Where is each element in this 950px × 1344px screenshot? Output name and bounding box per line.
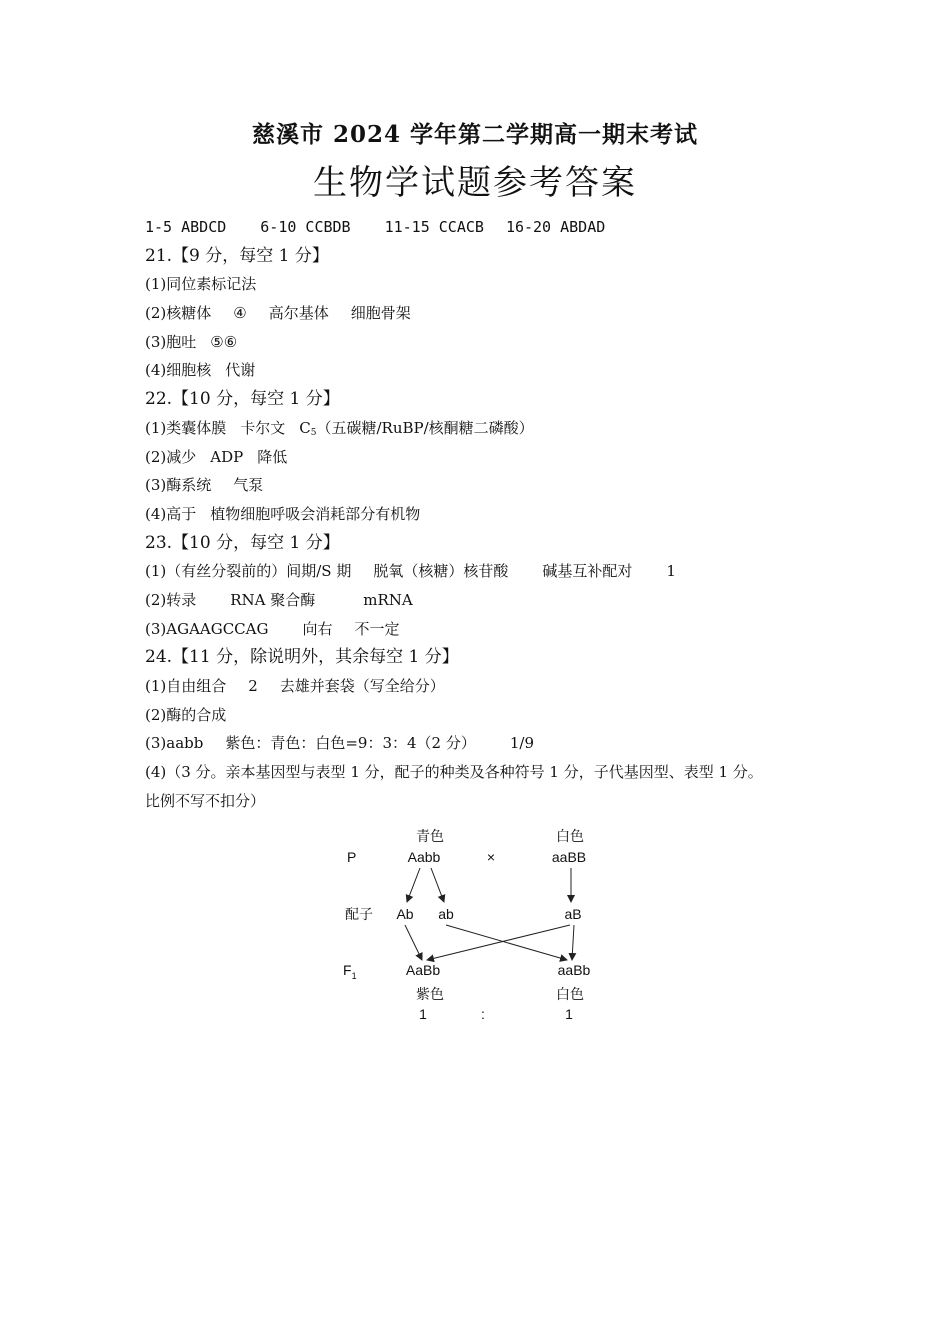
gamete-ab-mixed: aB <box>564 906 582 922</box>
gamete-ab-upper: Ab <box>396 906 414 922</box>
q21-part2 <box>145 299 825 328</box>
answer-text: (2)转录 <box>145 590 197 609</box>
offspring2-genotype: aaBb <box>557 962 591 978</box>
answer-text: 碱基互补配对 <box>542 562 633 581</box>
answer-text: 不一定 <box>354 619 400 638</box>
answer-text: 气泵 <box>233 476 264 495</box>
subscript: 5 <box>310 427 317 438</box>
answer-text: （五碳糖/RuBP/核酮糖二磷酸） <box>316 418 534 437</box>
answer-text: (4)高于 <box>145 504 197 523</box>
answer-text: 卡尔文 <box>240 418 286 437</box>
q24-part1 <box>145 672 825 701</box>
answer-text: 2 <box>248 677 258 695</box>
offspring1-phenotype: 紫色 <box>416 986 444 1002</box>
answer-text: C <box>299 418 311 437</box>
answer-text: (1)类囊体膜 <box>145 418 227 437</box>
q22-part4 <box>145 500 825 529</box>
choice-group-3: 11-15 CCACB <box>384 218 484 236</box>
q21-part4 <box>145 356 825 385</box>
choice-answers-line <box>145 213 825 242</box>
answer-text: (1)（有丝分裂前的）间期/S 期 <box>145 562 352 581</box>
answer-text: (4)细胞核 <box>145 361 212 380</box>
answer-text: 向右 <box>302 619 333 638</box>
answer-text: (3)胞吐 <box>145 332 197 351</box>
answer-content <box>145 213 825 815</box>
offspring2-phenotype: 白色 <box>556 986 584 1002</box>
answer-text: ADP <box>210 447 244 466</box>
answer-text: (3)AGAAGCCAG <box>145 619 269 638</box>
parent1-genotype: Aabb <box>407 849 441 865</box>
q24-part2 <box>145 701 825 730</box>
ratio-separator: : <box>481 1006 485 1022</box>
parent2-phenotype: 白色 <box>556 828 584 844</box>
answer-text: 细胞骨架 <box>350 304 411 323</box>
answer-text: (1)同位素标记法 <box>145 275 257 294</box>
answer-text: 紫色：青色：白色=9：3：4（2 分） <box>225 734 476 753</box>
answer-text: RNA 聚合酶 <box>230 590 316 609</box>
offspring1-ratio: 1 <box>419 1006 427 1022</box>
q22-part3 <box>145 471 825 500</box>
choice-group-2: 6-10 CCBDB <box>260 218 351 236</box>
q23-heading: 23.【10 分，每空 1 分】 <box>145 532 340 553</box>
answer-text: 1/9 <box>509 734 534 753</box>
q22-heading: 22.【10 分，每空 1 分】 <box>145 389 340 410</box>
answer-text: mRNA <box>363 590 413 609</box>
choice-group-4: 16-20 ABDAD <box>505 218 606 236</box>
answer-text: (1)自由组合 <box>145 677 227 695</box>
arrow-gamete1-to-offspring1 <box>405 925 422 960</box>
f1-subscript: 1 <box>351 971 357 981</box>
exam-title: 慈溪市 2024 学年第二学期高一期末考试 <box>251 121 699 148</box>
genetic-cross-diagram <box>330 822 630 1032</box>
q21-heading: 21.【9 分，每空 1 分】 <box>145 245 329 266</box>
answer-text: 代谢 <box>225 361 256 380</box>
q23-part2 <box>145 586 825 615</box>
gamete-ab-lower: ab <box>438 906 454 922</box>
answer-text: 脱氧（核糖）核苷酸 <box>373 562 509 581</box>
q22-part2 <box>145 443 825 472</box>
q24-part4-line2: 比例不写不扣分） <box>145 791 266 810</box>
q23-part1 <box>145 557 825 586</box>
answer-text: (2)核糖体 <box>145 304 212 323</box>
offspring1-genotype: AaBb <box>405 962 441 978</box>
cross-symbol: × <box>486 849 496 865</box>
answer-text: ④ <box>233 304 247 323</box>
gamete-row-label: 配子 <box>345 906 373 922</box>
answer-text: 降低 <box>257 447 288 466</box>
answer-text: (3)aabb <box>145 734 204 753</box>
q24-heading: 24.【11 分，除说明外，其余每空 1 分】 <box>145 647 459 668</box>
answer-text: 高尔基体 <box>268 304 329 323</box>
answer-text: ⑤⑥ <box>210 332 238 351</box>
answer-text: 1 <box>666 562 676 581</box>
answer-text: (3)酶系统 <box>145 476 212 495</box>
choice-group-1: 1-5 ABDCD <box>145 218 227 236</box>
arrow-parent1-to-gamete2 <box>431 868 444 902</box>
f1-generation-label <box>343 962 357 981</box>
parent2-genotype: aaBB <box>551 849 587 865</box>
arrow-parent1-to-gamete1 <box>407 868 420 902</box>
arrow-gamete3-to-offspring2 <box>572 925 574 960</box>
q21-part1 <box>145 270 825 299</box>
q22-part1 <box>145 414 825 443</box>
answer-text: (2)减少 <box>145 447 197 466</box>
answer-key-title: 生物学试题参考答案 <box>313 163 637 203</box>
answer-text: (2)酶的合成 <box>145 705 227 724</box>
q24-part4-line1: (4)（3 分。亲本基因型与表型 1 分，配子的种类及各种符号 1 分，子代基因型、表型 1 分。 <box>145 763 763 782</box>
answer-text: 植物细胞呼吸会消耗部分有机物 <box>210 504 421 523</box>
q24-part3 <box>145 729 825 758</box>
parent1-phenotype: 青色 <box>416 828 444 844</box>
q21-part3 <box>145 328 825 357</box>
answer-text: 去雄并套袋（写全给分） <box>279 677 445 695</box>
q23-part3 <box>145 615 825 644</box>
f1-letter: F <box>343 962 352 978</box>
p-generation-label: P <box>347 849 357 865</box>
offspring2-ratio: 1 <box>565 1006 573 1022</box>
